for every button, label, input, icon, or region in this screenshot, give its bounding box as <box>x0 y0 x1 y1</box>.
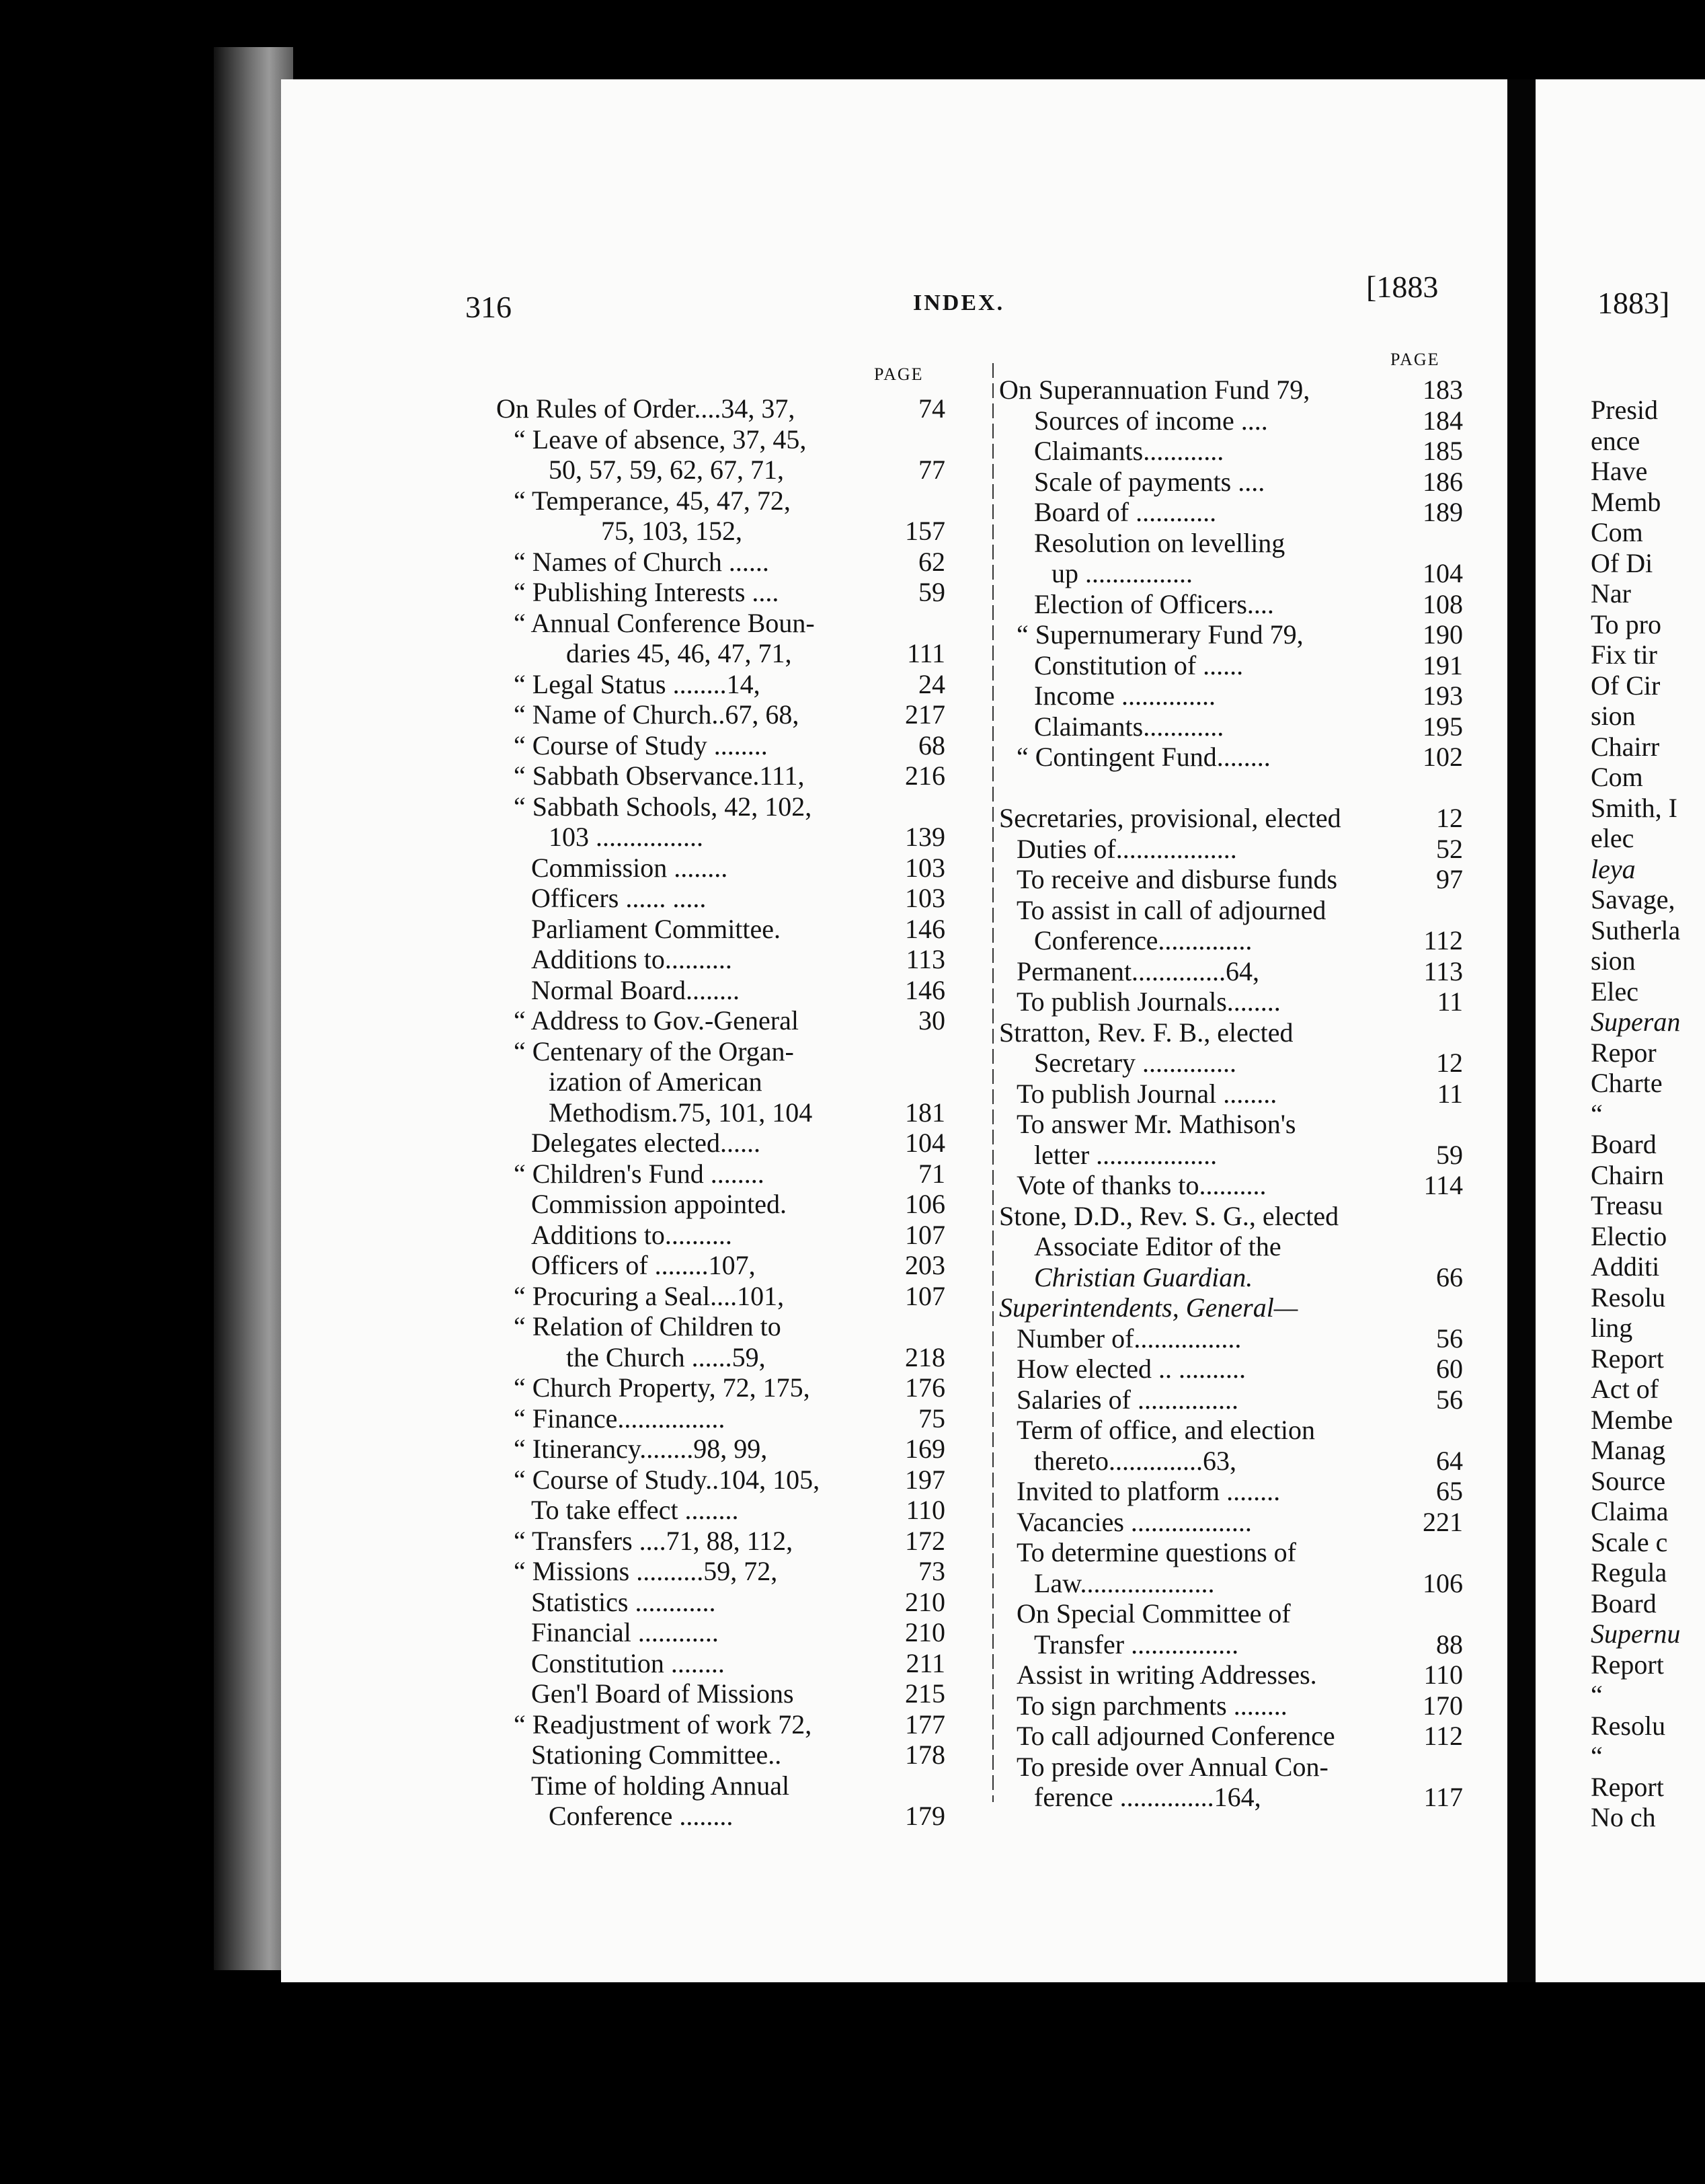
index-entry-text: 50, 57, 59, 62, 67, 71, <box>549 455 784 485</box>
index-entry-text: Normal Board........ <box>531 974 740 1005</box>
index-entry-page: 68 <box>918 730 945 760</box>
index-entry-page: 59 <box>918 577 945 607</box>
index-entry-text: Resolution on levelling <box>1034 527 1285 558</box>
index-entry-text: up ................ <box>1052 558 1193 588</box>
right-page-fragment: Report <box>1591 1771 1664 1802</box>
index-entry-text: To take effect ........ <box>531 1495 739 1525</box>
index-entry-page: 210 <box>905 1586 945 1617</box>
page-column-label-right: PAGE <box>1390 350 1440 369</box>
right-page-fragment: Presid <box>1591 395 1658 425</box>
index-entry-text: “ Publishing Interests .... <box>514 577 779 607</box>
index-entry-text: Stone, D.D., Rev. S. G., elected <box>999 1200 1339 1231</box>
index-entry-page: 74 <box>918 393 945 424</box>
index-entry-text: Conference ........ <box>549 1801 733 1831</box>
running-year-right: 1883] <box>1597 286 1670 320</box>
index-entry-text: Delegates elected...... <box>531 1128 760 1158</box>
index-entry-text: 103 ................ <box>549 822 703 852</box>
index-entry-page: 66 <box>1436 1261 1463 1292</box>
right-page-fragment: Source <box>1591 1465 1666 1496</box>
index-entry-text: To publish Journal ........ <box>1017 1078 1277 1109</box>
index-entry-text: Secretary .............. <box>1034 1048 1237 1078</box>
index-entry-page: 112 <box>1423 925 1463 956</box>
right-page-fragment: Resolu <box>1591 1710 1666 1741</box>
index-entry-page: 112 <box>1423 1721 1463 1751</box>
index-entry-page: 104 <box>1423 558 1463 588</box>
right-page-fragment: Nar <box>1591 578 1631 609</box>
index-entry-text: “ Legal Status ........14, <box>514 668 760 699</box>
index-entry-text: How elected .. .......... <box>1017 1354 1246 1384</box>
page-title: INDEX. <box>913 290 1005 315</box>
index-entry-page: 106 <box>1423 1567 1463 1598</box>
index-entry-text: Permanent..............64, <box>1017 956 1260 986</box>
index-entry-page: 64 <box>1436 1445 1463 1476</box>
index-entry-page: 88 <box>1436 1629 1463 1660</box>
index-entry-page: 12 <box>1436 1048 1463 1078</box>
index-entry-text: Additions to.......... <box>531 944 732 974</box>
right-page-fragment: “ <box>1591 1680 1603 1710</box>
index-entry-page: 71 <box>918 1158 945 1189</box>
index-entry-text: Commission appointed. <box>531 1189 787 1219</box>
index-entry-text: “ Course of Study ........ <box>514 730 768 760</box>
index-entry-page: 210 <box>905 1617 945 1647</box>
index-entry-text: Claimants............ <box>1034 711 1224 742</box>
index-entry-page: 203 <box>905 1250 945 1280</box>
index-entry-page: 216 <box>905 760 945 791</box>
index-entry-page: 75 <box>918 1403 945 1434</box>
index-entry-page: 107 <box>905 1219 945 1250</box>
index-entry-page: 56 <box>1436 1384 1463 1415</box>
right-page-fragment: Have <box>1591 456 1648 486</box>
index-entry-text: To assist in call of adjourned <box>1017 894 1326 925</box>
index-entry-text: Income .............. <box>1034 680 1216 711</box>
index-entry-page: 110 <box>906 1495 945 1525</box>
index-entry-page: 176 <box>905 1372 945 1403</box>
index-entry-page: 215 <box>905 1678 945 1709</box>
index-entry-page: 111 <box>906 638 945 668</box>
index-entry-text: To receive and disburse funds <box>1017 864 1338 894</box>
index-entry-text: ference ..............164, <box>1034 1782 1261 1812</box>
right-page-fragment: Charte <box>1591 1068 1663 1098</box>
right-page-fragment: Fix tir <box>1591 639 1657 670</box>
right-page-fragment: Treasu <box>1591 1190 1663 1220</box>
index-entry-page: 191 <box>1423 650 1463 680</box>
right-page-fragment: Electio <box>1591 1220 1667 1251</box>
index-entry-text: “ Course of Study..104, 105, <box>514 1464 820 1495</box>
right-page-fragment: Report <box>1591 1649 1664 1680</box>
index-entry-text: “ Relation of Children to <box>514 1311 781 1341</box>
index-entry-page: 62 <box>918 546 945 577</box>
index-entry-text: “ Names of Church ...... <box>514 546 769 577</box>
right-page-fragment: Manag <box>1591 1435 1666 1465</box>
index-entry-page: 190 <box>1423 619 1463 650</box>
index-entry-page: 56 <box>1436 1323 1463 1354</box>
index-entry-text: On Superannuation Fund 79, <box>999 375 1310 405</box>
index-entry-text: “ Name of Church..67, 68, <box>514 699 799 730</box>
index-entry-text: Christian Guardian. <box>1034 1261 1253 1292</box>
index-entry-page: 106 <box>905 1189 945 1219</box>
index-entry-text: Officers ...... ..... <box>531 883 707 913</box>
right-page-fragment: Elec <box>1591 976 1639 1007</box>
index-entry-text: To publish Journals........ <box>1017 986 1281 1017</box>
right-page-fragment: Resolu <box>1591 1282 1666 1313</box>
column-divider <box>992 363 994 1802</box>
index-entry-text: Vote of thanks to.......... <box>1017 1170 1267 1200</box>
index-entry-text: Scale of payments .... <box>1034 466 1265 497</box>
right-page-fragment: Of Di <box>1591 547 1653 578</box>
index-entry-text: “ Temperance, 45, 47, 72, <box>514 485 791 516</box>
index-entry-text: “ Sabbath Observance.111, <box>514 760 805 791</box>
index-entry-page: 146 <box>905 913 945 944</box>
index-entry-text: Methodism.75, 101, 104 <box>549 1097 813 1128</box>
index-entry-page: 102 <box>1423 742 1463 772</box>
index-entry-page: 24 <box>918 668 945 699</box>
index-entry-page: 113 <box>1423 956 1463 986</box>
index-entry-text: the Church ......59, <box>566 1341 766 1372</box>
index-entry-text: Law.................... <box>1034 1567 1215 1598</box>
index-entry-page: 179 <box>905 1801 945 1831</box>
index-entry-text: Election of Officers.... <box>1034 588 1274 619</box>
index-entry-text: Term of office, and election <box>1017 1415 1316 1445</box>
index-entry-page: 146 <box>905 974 945 1005</box>
index-entry-page: 189 <box>1423 497 1463 527</box>
index-entry-text: Board of ............ <box>1034 497 1217 527</box>
index-entry-text: “ Annual Conference Boun- <box>514 607 815 638</box>
page-number: 316 <box>465 290 512 324</box>
right-page-fragment: Superan <box>1591 1007 1681 1037</box>
index-entry-page: 221 <box>1423 1506 1463 1537</box>
index-entry-text: To preside over Annual Con- <box>1017 1751 1329 1782</box>
index-entry-text: “ Children's Fund ........ <box>514 1158 764 1189</box>
index-entry-page: 59 <box>1436 1139 1463 1170</box>
index-entry-page: 184 <box>1423 405 1463 436</box>
index-entry-page: 60 <box>1436 1354 1463 1384</box>
index-entry-page: 217 <box>905 699 945 730</box>
index-entry-page: 185 <box>1423 436 1463 466</box>
right-page-fragment: Act of <box>1591 1374 1659 1404</box>
index-entry-page: 177 <box>905 1709 945 1740</box>
right-page-fragment: Com <box>1591 517 1643 547</box>
index-entry-text: “ Address to Gov.-General <box>514 1005 799 1036</box>
right-page-fragment: ence <box>1591 425 1640 456</box>
index-entry-text: “ Sabbath Schools, 42, 102, <box>514 791 812 822</box>
running-year-left: [1883 <box>1366 270 1439 304</box>
index-entry-text: Constitution of ...... <box>1034 650 1244 680</box>
right-page-fragment: Smith, I <box>1591 792 1677 823</box>
index-entry-page: 30 <box>918 1005 945 1036</box>
index-entry-text: “ Transfers ....71, 88, 112, <box>514 1525 793 1556</box>
index-entry-text: “ Supernumerary Fund 79, <box>1017 619 1304 650</box>
index-entry-text: “ Leave of absence, 37, 45, <box>514 424 807 455</box>
index-entry-text: Secretaries, provisional, elected <box>999 803 1341 833</box>
right-page-fragment: Memb <box>1591 486 1661 517</box>
index-entry-text: Duties of.................. <box>1017 833 1237 864</box>
index-entry-page: 193 <box>1423 680 1463 711</box>
right-page-fragment: Sutherla <box>1591 914 1681 945</box>
right-page-fragment: Board <box>1591 1129 1657 1159</box>
index-entry-text: Commission ........ <box>531 852 728 883</box>
index-entry-text: “ Itinerancy........98, 99, <box>514 1434 768 1464</box>
index-entry-text: “ Readjustment of work 72, <box>514 1709 812 1740</box>
right-page-fragment: Claima <box>1591 1496 1669 1526</box>
index-entry-text: Time of holding Annual <box>531 1770 790 1801</box>
index-entry-page: 197 <box>905 1464 945 1495</box>
index-entry-text: ization of American <box>549 1066 762 1097</box>
right-page-fragment: sion <box>1591 701 1636 731</box>
index-entry-text: Additions to.......... <box>531 1219 732 1250</box>
index-entry-text: letter .................. <box>1034 1139 1218 1170</box>
index-entry-page: 170 <box>1423 1690 1463 1721</box>
index-entry-page: 172 <box>905 1525 945 1556</box>
index-entry-text: Financial ............ <box>531 1617 719 1647</box>
index-entry-text: Assist in writing Addresses. <box>1017 1660 1317 1690</box>
index-entry-page: 52 <box>1436 833 1463 864</box>
right-page-fragment: elec <box>1591 823 1634 853</box>
index-entry-page: 11 <box>1437 1078 1463 1109</box>
right-page-fragment: Supernu <box>1591 1618 1681 1649</box>
index-entry-text: To determine questions of <box>1017 1537 1296 1567</box>
index-entry-page: 65 <box>1436 1476 1463 1506</box>
index-entry-page: 139 <box>905 822 945 852</box>
index-entry-text: Transfer ................ <box>1034 1629 1239 1660</box>
index-entry-text: On Rules of Order....34, 37, <box>496 393 795 424</box>
index-entry-page: 113 <box>906 944 945 974</box>
page-column-label-left: PAGE <box>874 364 924 384</box>
index-entry-text: Statistics ............ <box>531 1586 716 1617</box>
index-entry-page: 114 <box>1423 1170 1463 1200</box>
index-entry-page: 110 <box>1423 1660 1463 1690</box>
right-page-fragment: leya <box>1591 853 1636 884</box>
index-entry-page: 169 <box>905 1434 945 1464</box>
right-page-fragment: Regula <box>1591 1557 1667 1588</box>
right-page-fragment: Chairn <box>1591 1159 1664 1190</box>
index-entry-text: Stationing Committee.. <box>531 1740 782 1770</box>
right-page-fragment: No ch <box>1591 1802 1656 1832</box>
index-entry-text: Stratton, Rev. F. B., elected <box>999 1017 1294 1048</box>
right-page-fragment: Com <box>1591 762 1643 792</box>
index-entry-page: 11 <box>1437 986 1463 1017</box>
index-entry-page: 103 <box>905 883 945 913</box>
index-entry-text: Number of................ <box>1017 1323 1242 1354</box>
index-entry-page: 211 <box>906 1647 945 1678</box>
index-entry-text: Associate Editor of the <box>1034 1231 1281 1261</box>
index-entry-page: 183 <box>1423 375 1463 405</box>
index-entry-text: Claimants............ <box>1034 436 1224 466</box>
index-entry-text: To sign parchments ........ <box>1017 1690 1287 1721</box>
index-entry-text: Constitution ........ <box>531 1647 725 1678</box>
right-page-fragment: Savage, <box>1591 884 1675 914</box>
right-page-fragment: Report <box>1591 1343 1664 1374</box>
index-entry-text: Vacancies .................. <box>1017 1506 1252 1537</box>
index-entry-page: 117 <box>1423 1782 1463 1812</box>
index-entry-page: 157 <box>905 516 945 546</box>
book-gutter <box>1507 79 1536 1982</box>
index-entry-text: Invited to platform ........ <box>1017 1476 1281 1506</box>
index-entry-page: 218 <box>905 1341 945 1372</box>
right-page-fragment: ling <box>1591 1313 1633 1343</box>
index-entry-text: 75, 103, 152, <box>601 516 742 546</box>
index-entry-page: 73 <box>918 1556 945 1586</box>
right-page-fragment: Additi <box>1591 1251 1660 1282</box>
index-entry-page: 97 <box>1436 864 1463 894</box>
index-entry-text: “ Procuring a Seal....101, <box>514 1280 785 1311</box>
index-entry-text: Gen'l Board of Missions <box>531 1678 794 1709</box>
index-entry-text: Conference.............. <box>1034 925 1253 956</box>
right-page-fragment: Board <box>1591 1588 1657 1618</box>
right-page-fragment: Chairr <box>1591 731 1660 762</box>
index-entry-page: 12 <box>1436 803 1463 833</box>
index-entry-text: “ Contingent Fund........ <box>1017 742 1271 772</box>
index-entry-text: To answer Mr. Mathison's <box>1017 1109 1296 1139</box>
index-entry-text: “ Finance................ <box>514 1403 725 1434</box>
index-entry-page: 103 <box>905 852 945 883</box>
right-page-fragment: Membe <box>1591 1404 1673 1435</box>
index-entry-text: “ Church Property, 72, 175, <box>514 1372 810 1403</box>
index-entry-text: “ Centenary of the Organ- <box>514 1036 794 1066</box>
index-entry-page: 181 <box>905 1097 945 1128</box>
index-entry-text: Salaries of ............... <box>1017 1384 1238 1415</box>
right-page-fragment: Of Cir <box>1591 670 1661 701</box>
index-entry-page: 104 <box>905 1128 945 1158</box>
index-entry-text: “ Missions ..........59, 72, <box>514 1556 778 1586</box>
right-page-fragment: Scale c <box>1591 1526 1668 1557</box>
index-entry-text: thereto..............63, <box>1034 1445 1237 1476</box>
index-entry-page: 195 <box>1423 711 1463 742</box>
index-entry-text: Sources of income .... <box>1034 405 1268 436</box>
right-page-fragment: sion <box>1591 945 1636 976</box>
index-entry-page: 108 <box>1423 588 1463 619</box>
right-page-fragment: “ <box>1591 1098 1603 1129</box>
index-entry-text: Superintendents, General— <box>999 1292 1298 1323</box>
index-entry-text: To call adjourned Conference <box>1017 1721 1335 1751</box>
right-page-fragment: To pro <box>1591 609 1661 639</box>
index-entry-page: 186 <box>1423 466 1463 497</box>
index-entry-text: Officers of ........107, <box>531 1250 756 1280</box>
index-entry-text: On Special Committee of <box>1017 1598 1291 1629</box>
index-entry-page: 107 <box>905 1280 945 1311</box>
right-page-fragment: “ <box>1591 1741 1603 1771</box>
right-page-fragment: Repor <box>1591 1037 1657 1068</box>
index-entry-text: Parliament Committee. <box>531 913 781 944</box>
index-entry-page: 77 <box>918 455 945 485</box>
index-entry-text: daries 45, 46, 47, 71, <box>566 638 792 668</box>
index-entry-page: 178 <box>905 1740 945 1770</box>
